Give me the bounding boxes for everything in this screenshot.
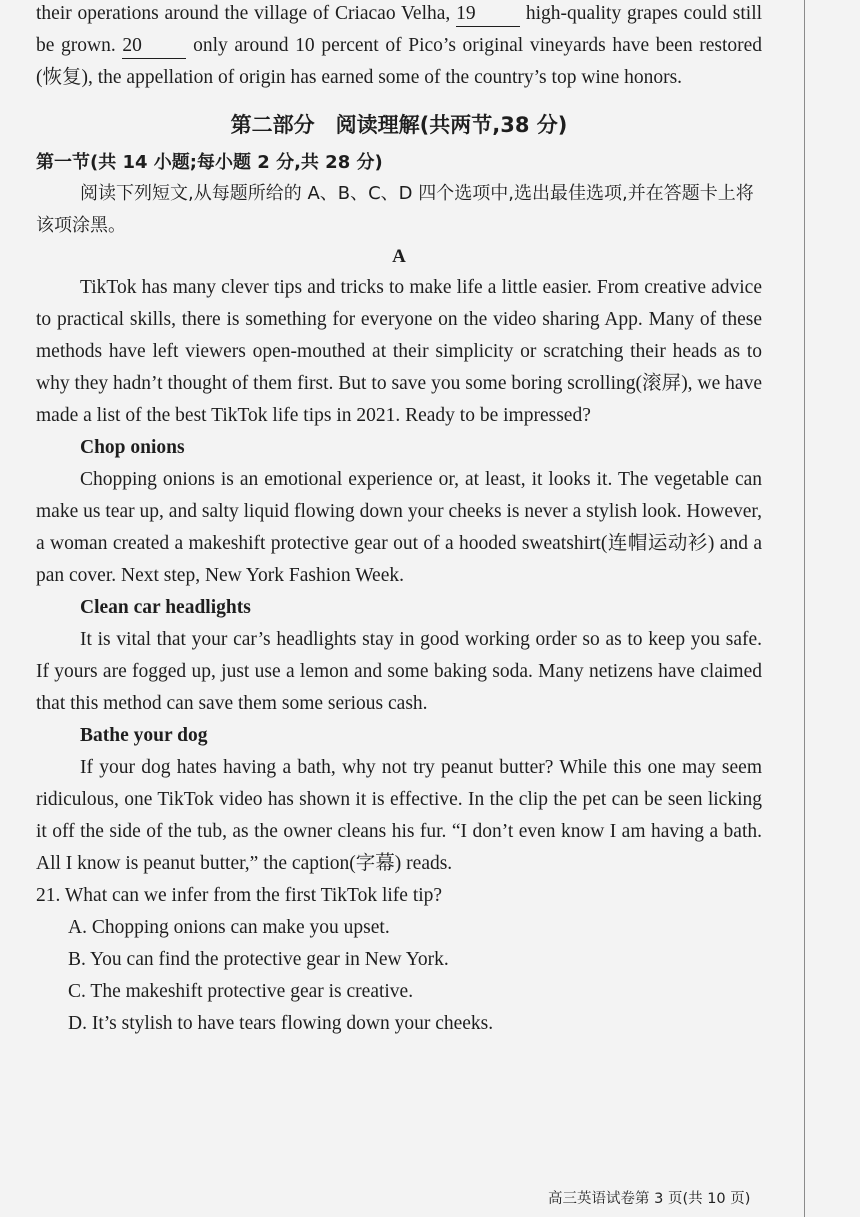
cloze-paragraph-end bbox=[36, 0, 762, 94]
tip-body-chop-onions: Chopping onions is an emotional experience or, at least, it looks it. The vegetable can make us tear up, and salty liquid flowing down your cheeks is never a stylish look. However, a woman created a makeshift protective gear out of a hooded sweatshirt(连帽运动衫) and a pan cover. Next step, New York Fashion Week. bbox=[36, 469, 762, 586]
tip-heading-car-headlights: Clean car headlights bbox=[80, 597, 251, 618]
cloze-text-a: their operations around the village of Criacao Velha, bbox=[36, 3, 451, 24]
tip-body-car-headlights: It is vital that your car’s headlights stay in good working order so as to keep you safe. If yours are fogged up, just use a lemon and some baking soda. Many netizens have claimed that this method can save them some serious cash. bbox=[36, 629, 762, 714]
question-21-option-b: B. You can find the protective gear in New York. bbox=[68, 949, 449, 970]
reading-instructions: 阅读下列短文,从每题所给的 A、B、C、D 四个选项中,选出最佳选项,并在答题卡上将该项涂黑。 bbox=[36, 183, 754, 236]
page-footer: 高三英语试卷第 3 页(共 10 页) bbox=[548, 1191, 751, 1207]
part-two-title: 第二部分 阅读理解(共两节,38 分) bbox=[230, 113, 568, 137]
question-21-option-d: D. It’s stylish to have tears flowing down your cheeks. bbox=[68, 1013, 494, 1034]
tip-heading-chop-onions: Chop onions bbox=[80, 437, 185, 458]
question-21-option-c: C. The makeshift protective gear is creative. bbox=[68, 981, 414, 1002]
exam-page bbox=[36, 0, 762, 1040]
cloze-text-b: high-quality grapes could still be grown. bbox=[36, 3, 763, 56]
blank-20: 20 bbox=[122, 34, 186, 59]
tip-heading-bathe-dog: Bathe your dog bbox=[80, 725, 208, 746]
cloze-text-c: only around 10 percent of Pico’s original vineyards have been restored (恢复), the appellation of origin has earned some of the country’s top wine honors. bbox=[36, 35, 763, 88]
page-edge-rule bbox=[804, 0, 805, 1217]
section-one-title: 第一节(共 14 小题;每小题 2 分,共 28 分) bbox=[36, 152, 383, 173]
question-21-option-a: A. Chopping onions can make you upset. bbox=[68, 917, 390, 938]
passage-intro: TikTok has many clever tips and tricks to make life a little easier. From creative advice to practical skills, there is something for everyone on the video sharing App. Many of these methods have left viewers open-mouthed at their simplicity or scratching their heads as to why they hadn’t thought of them first. But to save you some boring scrolling(滚屏), we have made a list of the best TikTok life tips in 2021. Ready to be impressed? bbox=[36, 277, 762, 426]
passage-letter: A bbox=[392, 246, 406, 267]
tip-body-bathe-dog: If your dog hates having a bath, why not try peanut butter? While this one may seem ridiculous, one TikTok video has shown it is effective. In the clip the pet can be seen licking it off the side of the tub, as the owner cleans his fur. “I don’t even know I am having a bath. All I know is peanut butter,” the caption(字幕) reads. bbox=[36, 757, 762, 874]
blank-19: 19 bbox=[456, 2, 520, 27]
question-21-stem: 21. What can we infer from the first TikTok life tip? bbox=[36, 885, 443, 906]
